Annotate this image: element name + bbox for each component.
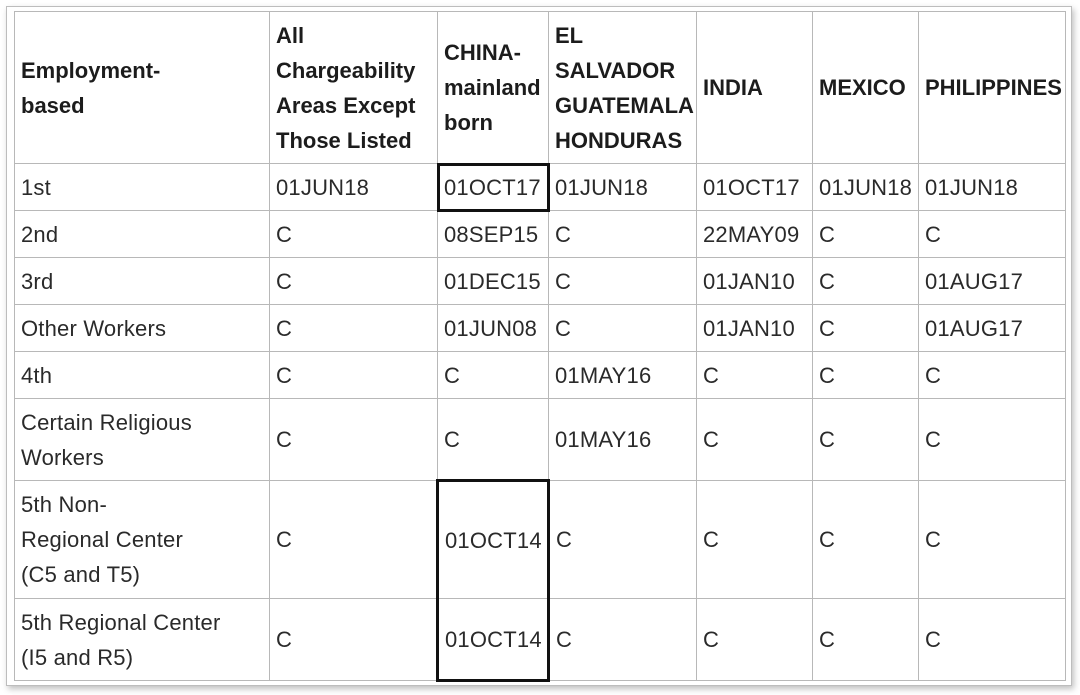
row-label: 3rd [15, 258, 270, 305]
table-cell: C [549, 481, 697, 599]
table-cell: C [270, 211, 438, 258]
row-label: Other Workers [15, 305, 270, 352]
table-cell: 01JUN18 [813, 164, 919, 211]
table-cell: C [697, 481, 813, 599]
row-label: 4th [15, 352, 270, 399]
row-label: 2nd [15, 211, 270, 258]
table-cell: 01JAN10 [697, 258, 813, 305]
table-row [15, 352, 1066, 399]
table-cell: C [549, 599, 697, 681]
table-cell: C [813, 211, 919, 258]
row-label: 1st [15, 164, 270, 211]
row-label: Certain Religious Workers [15, 399, 270, 481]
table-cell: 01JUN08 [438, 305, 549, 352]
row-label: 5th Non- Regional Center (C5 and T5) [15, 481, 270, 599]
table-cell: C [919, 481, 1066, 599]
header-el-salvador: EL SALVADOR GUATEMALA HONDURAS [549, 12, 697, 164]
table-cell: C [549, 305, 697, 352]
table-frame [6, 6, 1072, 686]
table-cell: C [697, 399, 813, 481]
visa-bulletin-table [14, 11, 1066, 682]
table-cell: C [813, 258, 919, 305]
table-cell: 01MAY16 [549, 399, 697, 481]
table-cell: 01DEC15 [438, 258, 549, 305]
table-cell: C [813, 399, 919, 481]
table-cell: 08SEP15 [438, 211, 549, 258]
header-china: CHINA- mainland born [438, 12, 549, 164]
table-cell: C [919, 211, 1066, 258]
header-india: INDIA [697, 12, 813, 164]
table-cell: C [919, 599, 1066, 681]
table-cell: 01JUN18 [270, 164, 438, 211]
highlighted-cell: 01OCT17 [438, 164, 549, 211]
header-all-chargeability: All Chargeability Areas Except Those Listed [270, 12, 438, 164]
header-philippines: PHILIPPINES [919, 12, 1066, 164]
table-cell: C [919, 399, 1066, 481]
table-cell: C [270, 399, 438, 481]
table-cell: 01JUN18 [549, 164, 697, 211]
table-cell: 01AUG17 [919, 305, 1066, 352]
table-cell: C [813, 305, 919, 352]
table-cell: 22MAY09 [697, 211, 813, 258]
table-row [15, 164, 1066, 211]
table-cell: 01MAY16 [549, 352, 697, 399]
table-cell: 01AUG17 [919, 258, 1066, 305]
table-row [15, 211, 1066, 258]
table-cell: C [549, 258, 697, 305]
highlighted-cell: 01OCT14 [438, 481, 549, 599]
table-row [15, 599, 1066, 681]
table-cell: C [270, 258, 438, 305]
table-cell: C [919, 352, 1066, 399]
header-row [15, 12, 1066, 164]
table-cell: C [813, 352, 919, 399]
table-row [15, 399, 1066, 481]
table-cell: C [813, 599, 919, 681]
table-row [15, 258, 1066, 305]
table-cell: C [270, 305, 438, 352]
table-cell: 01OCT17 [697, 164, 813, 211]
highlighted-cell: 01OCT14 [438, 599, 549, 681]
table-cell: C [549, 211, 697, 258]
table-cell: C [270, 599, 438, 681]
table-cell: C [438, 399, 549, 481]
table-cell: C [697, 352, 813, 399]
table-cell: C [813, 481, 919, 599]
header-employment-based: Employment- based [15, 12, 270, 164]
table-cell: 01JUN18 [919, 164, 1066, 211]
table-cell: C [438, 352, 549, 399]
table-row [15, 305, 1066, 352]
table-cell: C [270, 352, 438, 399]
table-cell: 01JAN10 [697, 305, 813, 352]
table-cell: C [697, 599, 813, 681]
header-mexico: MEXICO [813, 12, 919, 164]
table-row [15, 481, 1066, 599]
row-label: 5th Regional Center (I5 and R5) [15, 599, 270, 681]
table-cell: C [270, 481, 438, 599]
